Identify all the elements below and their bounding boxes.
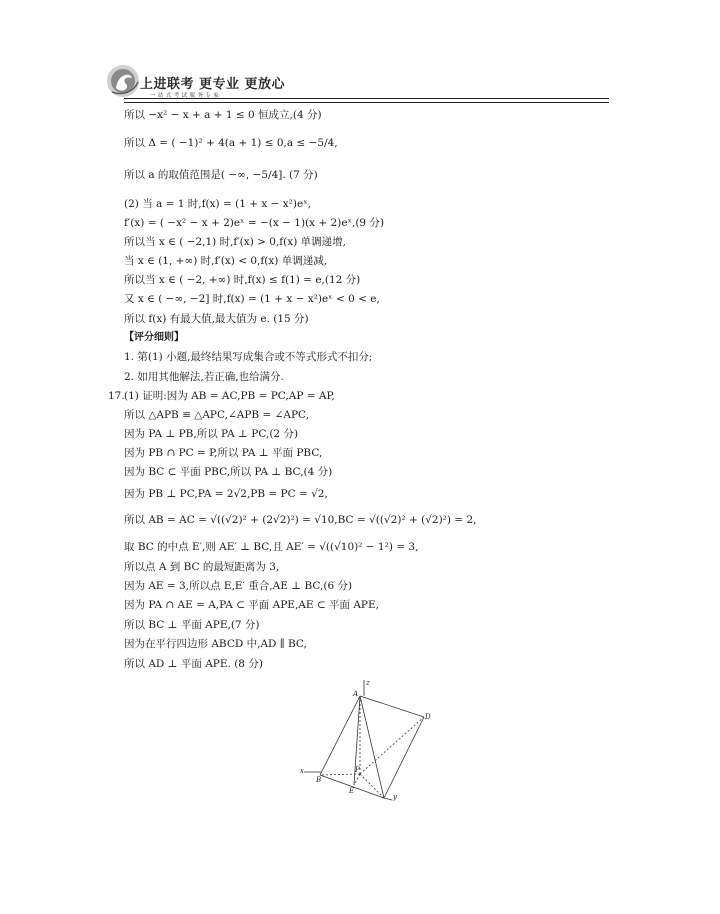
axis-label-x: x <box>300 767 304 775</box>
brand-slogan: 一站式考试服务专家 <box>150 93 222 99</box>
edge-PD <box>360 717 424 774</box>
label-A: A <box>353 690 359 698</box>
edge-AC <box>360 696 384 798</box>
solution-line: 因为 AE = 3,所以点 E,E′ 重合,AE ⊥ BC,(6 分) <box>124 580 353 592</box>
label-D: D <box>425 713 431 721</box>
header-rule-thin <box>124 102 609 103</box>
brand-name: 上进联考 更专业 更放心 <box>140 77 286 92</box>
solution-line: 所以 a 的取值范围是( −∞, −5/4]. (7 分) <box>124 169 318 181</box>
solution-line: f′(x) = ( −x² − x + 2)eˣ = −(x − 1)(x + 2)eˣ,(9 分) <box>124 217 385 229</box>
scoring-rule: 2. 如用其他解法,若正确,也给满分. <box>124 371 284 383</box>
solution-line: 当 x ∈ (1, +∞) 时,f′(x) < 0,f(x) 单调递减, <box>124 255 328 267</box>
solution-line: 所以 AD ⊥ 平面 APE. (8 分) <box>124 658 263 670</box>
axis-label-y: y <box>393 793 397 801</box>
solution-line: 所以 AB = AC = √((√2)² + (2√2)²) = √10,BC = √((√2)² + (√2)²) = 2, <box>124 514 477 526</box>
scoring-rules-heading: 【评分细则】 <box>124 332 184 343</box>
solution-line: 所以点 A 到 BC 的最短距离为 3, <box>124 561 280 573</box>
edge-PC <box>360 774 384 798</box>
brand-logo-icon <box>104 62 144 100</box>
question-number: 17. <box>108 390 125 402</box>
solution-line: 因为 PB ⊥ PC,PA = 2√2,PB = PC = √2, <box>124 488 328 500</box>
edge-AB <box>320 696 360 775</box>
solution-line: (1) 证明:因为 AB = AC,PB = PC,AP = AP, <box>124 390 335 402</box>
y-axis-line <box>384 798 392 800</box>
solution-line: (2) 当 a = 1 时,f(x) = (1 + x − x²)eˣ, <box>124 198 311 210</box>
label-B: B <box>316 776 322 784</box>
solution-line: 因为 PB ∩ PC = P,所以 PA ⊥ 平面 PBC, <box>124 447 323 459</box>
edge-AD <box>360 696 424 717</box>
edge-PB <box>320 774 360 775</box>
label-E: E <box>349 787 355 795</box>
geometry-figure <box>296 674 446 809</box>
solution-line: 所以 −x² − x + a + 1 ≤ 0 恒成立,(4 分) <box>124 109 322 121</box>
solution-line: 所以 Δ = ( −1)² + 4(a + 1) ≤ 0,a ≤ −5/4, <box>124 137 338 149</box>
solution-line: 因为 BC ⊂ 平面 PBC,所以 PA ⊥ BC,(4 分) <box>124 466 333 478</box>
pyramid-diagram <box>296 674 446 809</box>
label-P: P <box>355 766 360 774</box>
solution-line: 所以 BC ⊥ 平面 APE,(7 分) <box>124 619 260 631</box>
solution-line: 因为 PA ∩ AE = A,PA ⊂ 平面 APE,AE ⊂ 平面 APE, <box>124 599 379 611</box>
solution-line: 所以 f(x) 有最大值,最大值为 e. (15 分) <box>124 313 309 325</box>
header-rule-thick <box>124 98 609 99</box>
solution-line: 所以当 x ∈ ( −2,1) 时,f′(x) > 0,f(x) 单调递增, <box>124 236 346 248</box>
solution-line: 因为在平行四边形 ABCD 中,AD ∥ BC, <box>124 638 307 650</box>
solution-line: 所以当 x ∈ ( −2, +∞) 时,f(x) ≤ f(1) = e,(12 分) <box>124 274 361 286</box>
axis-label-z: z <box>366 679 370 687</box>
page-header <box>104 62 609 102</box>
scoring-rule: 1. 第(1) 小题,最终结果写成集合或不等式形式不扣分; <box>124 351 373 363</box>
solution-line: 因为 PA ⊥ PB,所以 PA ⊥ PC,(2 分) <box>124 428 299 440</box>
edge-CD <box>384 717 424 798</box>
solution-line: 所以 △APB ≌ △APC,∠APB = ∠APC, <box>124 409 310 421</box>
solution-line: 又 x ∈ ( −∞, −2] 时,f(x) = (1 + x − x²)eˣ < 0 < e, <box>124 293 380 305</box>
solution-line: 取 BC 的中点 E′,则 AE′ ⊥ BC,且 AE′ = √((√10)² − 1²) = 3, <box>124 541 419 553</box>
